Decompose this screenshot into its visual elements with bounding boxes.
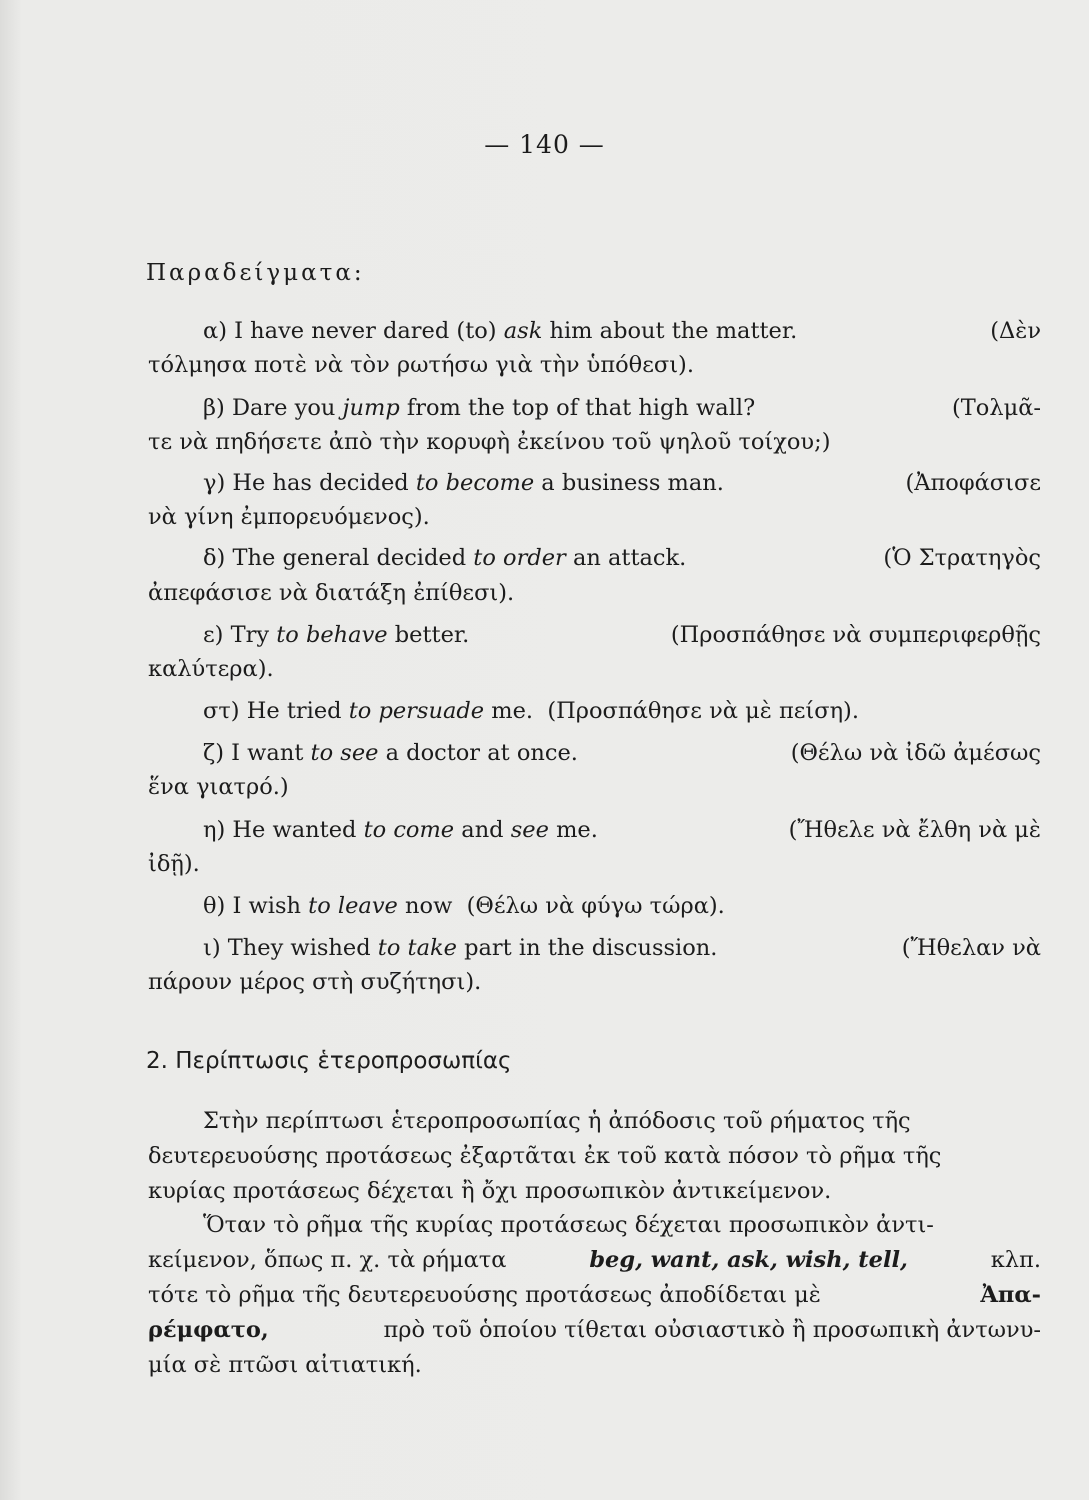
- paragraph2-line5: μία σὲ πτῶσι αἰτιατική.: [148, 1352, 422, 1378]
- example-verb: to come: [363, 817, 455, 843]
- example-verb: ask: [503, 318, 543, 344]
- paragraph2-line3: τότε τὸ ρῆμα τῆς δευτερευούσης προτάσεως ἀποδίδεται μὲ Ἀπα-: [148, 1282, 1041, 1308]
- paragraph2-line2: κείμενον, ὅπως π. χ. τὰ ρήματα beg, want, ask, wish, tell, κλπ.: [148, 1247, 1041, 1273]
- example-gamma-line1: γ) He has decided to become a business man. (Ἀποφάσισε: [203, 470, 1041, 496]
- paragraph2-line4: ρέμφατο, πρὸ τοῦ ὁποίου τίθεται οὐσιαστικὸ ἢ προσωπικὴ ἀντωνυ-: [148, 1317, 1041, 1343]
- example-gamma-line2: νὰ γίνη ἐμπορευόμενος).: [148, 504, 430, 530]
- example-verb: to become: [415, 470, 535, 496]
- example-verb: to see: [310, 740, 379, 766]
- term-bold: Ἀπα-: [980, 1282, 1041, 1308]
- example-eta-line1: η) He wanted to come and see me. (Ἤθελε νὰ ἔλθη νὰ μὲ: [203, 817, 1041, 843]
- example-verb: jump: [342, 395, 400, 421]
- paragraph1-line3: κυρίας προτάσεως δέχεται ἢ ὄχι προσωπικὸν ἀντικείμενον.: [148, 1178, 832, 1204]
- example-iota-line1: ι) They wished to take part in the discussion. (Ἤθελαν νὰ: [203, 935, 1041, 961]
- example-verb: to order: [473, 545, 566, 571]
- example-beta-line1: β) Dare you jump from the top of that high wall? (Τολμᾶ-: [203, 395, 1041, 421]
- paragraph1-line2: δευτερευούσης προτάσεως ἐξαρτᾶται ἐκ τοῦ κατὰ πόσον τὸ ρῆμα τῆς: [148, 1143, 942, 1169]
- example-verb: to leave: [308, 893, 398, 919]
- example-delta-line2: ἀπεφάσισε νὰ διατάξη ἐπίθεσι).: [148, 580, 515, 606]
- example-alpha-line2: τόλμησα ποτὲ νὰ τὸν ρωτήσω γιὰ τὴν ὑπόθεσι).: [148, 352, 694, 378]
- term-bold: ρέμφατο,: [148, 1317, 269, 1343]
- example-zeta-line2: ἕνα γιατρό.): [148, 774, 289, 800]
- example-theta-line1: θ) I wish to leave now (Θέλω νὰ φύγω τώρα).: [203, 893, 725, 919]
- example-verb: see: [510, 817, 549, 843]
- example-epsilon-line1: ε) Try to behave better. (Προσπάθησε νὰ συμπεριφερθῇς: [203, 622, 1041, 648]
- page-number: — 140 —: [484, 130, 605, 159]
- example-delta-line1: δ) The general decided to order an attack. (Ὁ Στρατηγὸς: [203, 545, 1041, 571]
- paragraph2-line1: Ὅταν τὸ ρῆμα τῆς κυρίας προτάσεως δέχεται προσωπικὸν ἀντι-: [203, 1212, 934, 1238]
- example-beta-line2: τε νὰ πηδήσετε ἀπὸ τὴν κορυφὴ ἐκείνου τοῦ ψηλοῦ τοίχου;): [148, 429, 831, 455]
- verb-list: beg, want, ask, wish, tell,: [589, 1247, 908, 1273]
- example-iota-line2: πάρουν μέρος στὴ συζήτησι).: [148, 969, 482, 995]
- paragraph1-line1: Στὴν περίπτωσι ἑτεροπροσωπίας ἡ ἀπόδοσις τοῦ ρήματος τῆς: [203, 1108, 911, 1134]
- example-epsilon-line2: καλύτερα).: [148, 656, 274, 682]
- example-verb: to take: [377, 935, 457, 961]
- example-eta-line2: ἰδῇ).: [148, 851, 200, 877]
- section-heading: 2. Περίπτωσις ἑτεροπροσωπίας: [146, 1048, 512, 1074]
- examples-heading: Παραδείγματα:: [146, 260, 365, 286]
- example-zeta-line1: ζ) I want to see a doctor at once. (Θέλω νὰ ἰδῶ ἀμέσως: [203, 740, 1041, 766]
- example-verb: to behave: [276, 622, 388, 648]
- example-alpha-line1: α) I have never dared (to) ask him about the matter. (Δὲν: [203, 318, 1041, 344]
- example-stigma-line1: στ) He tried to persuade me. (Προσπάθησε νὰ μὲ πείση).: [203, 698, 859, 724]
- example-verb: to persuade: [348, 698, 485, 724]
